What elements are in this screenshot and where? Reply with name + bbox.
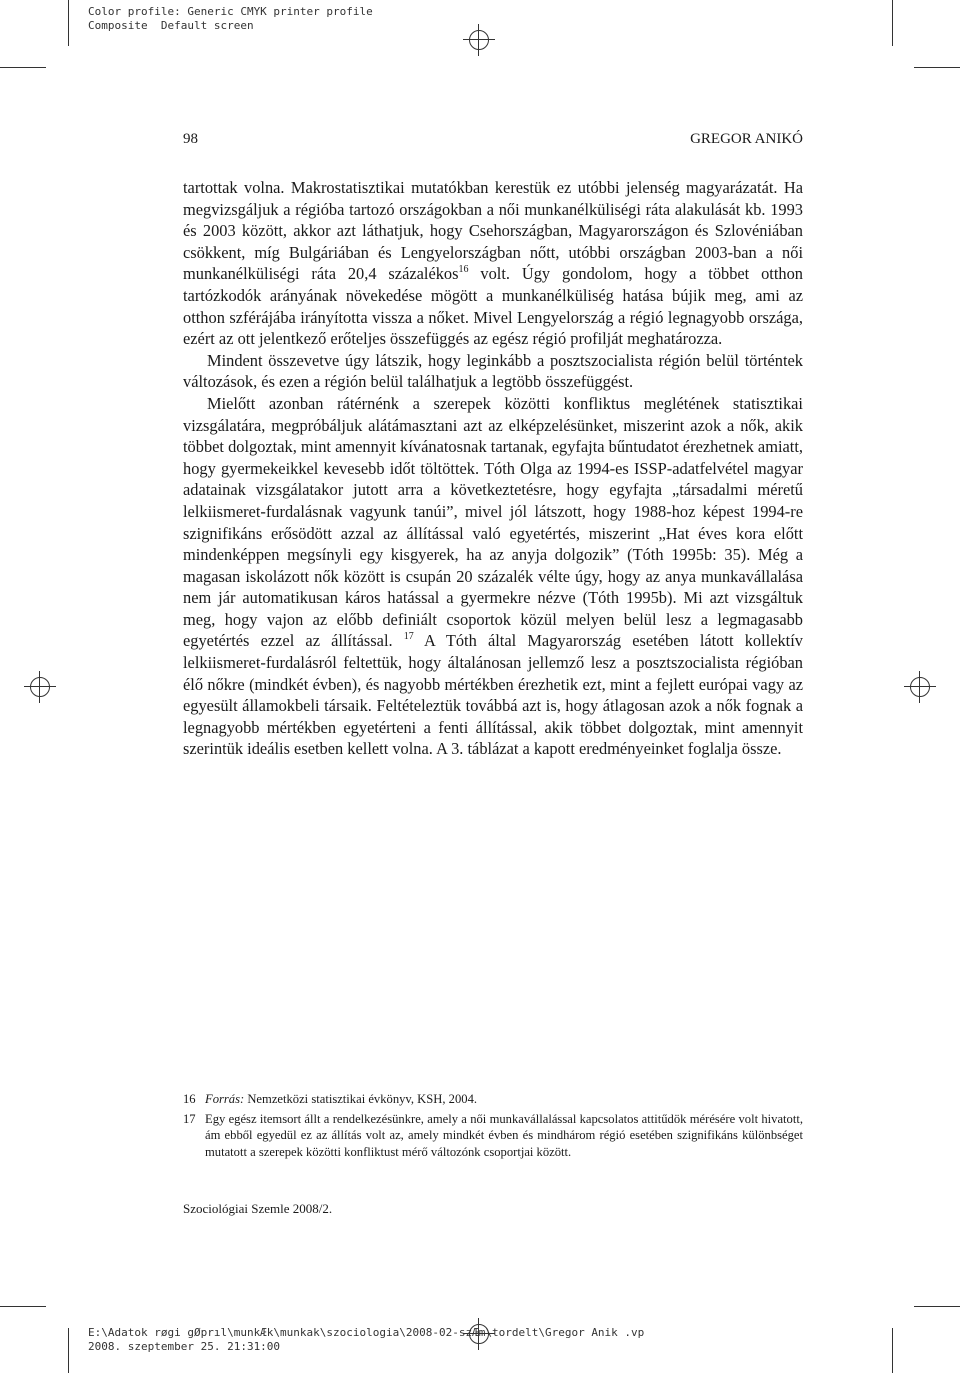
- timestamp-slug: 2008. szeptember 25. 21:31:00: [88, 1340, 281, 1353]
- footnote-text: Nemzetközi statisztikai évkönyv, KSH, 2004.: [244, 1092, 478, 1106]
- crop-mark-top-left-v: [68, 0, 69, 46]
- crop-mark-top-right-v: [892, 0, 893, 46]
- registration-mark-left: [24, 671, 56, 703]
- registration-mark-right: [904, 671, 936, 703]
- paragraph-3: Mielőtt azonban rátérnénk a szerepek közötti konfliktus meglétének statisztikai vizsgálatára, megpróbáljuk alátámasztani azt az elképzelésünket, miszerint azok a nők, akik többet dolgoztak, mint amennyit kívánatosnak tartanak, egyfajta bűntudatot érezhetnek amiatt, hogy gyermekeikkel kevesebb időt töltöttek. Tóth Olga az 1994-es ISSP-adatfelvétel magyar adatainak vizsgálatakor jutott arra a következtetésre, hogy egyfajta „társadalmi méretű lelkiismeret-furdalásnak vagyunk tanúi”, mivel jól látszott, hogy 1988-hoz képest 1994-re szignifikáns erősödött azzal az állítással való egyetértés, miszerint „Hat éves kora előtt mindenképpen megsínyli egy kisgyerek, ha az anyja dolgozik” (Tóth 1995b: 35). Még a magasan iskolázott nők között is csupán 20 százalék vélte úgy, hogy az anya munkavállalása nem jár automatikusan káros hatással a gyermekre nézve (Tóth 1995b). Mi azt vizsgáltuk meg, hogy vajon az előbb definiált csoportok közül melyen belül lesz a legmagasabb egyetértés ezzel az állítással. $^{17}$ A Tóth által Magyarország esetében látott kollektív lelkiismeret-furdalásról feltettük, hogy általánosan jellemző lesz a posztszocialista régióban élő nőkre (mindkét évben), és nagyobb mértékben érezhetik ezt, mint a fejlett európai vagy az egyesült államokbeli társaik. Feltételeztük továbbá azt is, hogy átlagosan azok a nők fognak a legnagyobb mértékben egyetérteni a fenti állítással, akik többet dolgoztak, mint amennyit szerintük ideális esetben kellett volna. A 3. táblázat a kapott eredményeinket foglalja össze.: [183, 393, 803, 759]
- journal-footer: Szociológiai Szemle 2008/2.: [183, 1201, 333, 1216]
- paragraph-1: tartottak volna. Makrostatisztikai mutatókban kerestük ez utóbbi jelenség magyarázatát. Ha megvizsgáljuk a régióba tartozó országokban a női munkanélküliségi ráta alakulását kb. 1993 és 2003 között, akkor azt láthatjuk, hogy Csehországban, Magyarországon és Szlovéniában csökkent, míg Bulgáriában és Lengyelországban nőtt, utóbbi országban 2003-ban a női munkanélküliségi ráta 20,4 százalékos$^{16}$ volt. Úgy gondolom, hogy a többet otthon tartózkodók arányának növekedése mögött a munkanélküliség hatása bújik meg, ami az otthon szférájába irányította vissza a nőket. Mivel Lengyelország a régió legnagyobb országa, ezért az ott jelentkező erőteljes összefüggés az egész régió profilját meghatározza.: [183, 178, 803, 349]
- color-profile-slug: Color profile: Generic CMYK printer profile: [88, 5, 373, 18]
- footnote-ref-17[interactable]: 17: [403, 631, 414, 642]
- paragraph-2: Mindent összevetve úgy látszik, hogy leginkább a posztszocialista régión belül történtek változások, és ezen a régión belül találhatjuk a legtöbb összefüggést.: [183, 350, 803, 392]
- footnotes: [183, 1091, 803, 1164]
- body-text: [183, 177, 803, 760]
- crop-mark-bottom-right-v: [892, 1328, 893, 1373]
- crop-mark-top-left-h: [0, 67, 46, 68]
- crop-mark-bottom-left-v: [68, 1328, 69, 1373]
- footnote-text: Egy egész itemsort állt a rendelkezésünkre, amely a női munkavállalással kapcsolatos attitűdök mérésére volt hivatott, ám ebből egyedül ez az állítás volt az, amely mindkét évben és mindhárom régió esetében szignifikáns különbséget mutatott a szerepek közötti konfliktust mérő változónk csoportjai között.: [205, 1112, 803, 1159]
- crop-mark-bottom-right-h: [914, 1306, 960, 1307]
- footnote-17: [183, 1111, 803, 1160]
- running-author: GREGOR ANIKÓ: [690, 131, 803, 147]
- footnote-16: [183, 1091, 803, 1107]
- composite-slug: Composite Default screen: [88, 19, 254, 32]
- page-number: 98: [183, 131, 198, 147]
- footnote-ref-16[interactable]: 16: [458, 263, 469, 275]
- footnote-label: Forrás:: [205, 1092, 245, 1106]
- crop-mark-bottom-left-h: [0, 1306, 46, 1307]
- crop-mark-top-right-h: [914, 67, 960, 68]
- registration-mark-top: [463, 24, 495, 56]
- footnote-number: 16: [183, 1092, 196, 1106]
- footnote-number: 17: [183, 1112, 196, 1127]
- file-path-slug: E:\Adatok røgi gØprıl\munkÆk\munkak\szociologia\2008-02-szÆm\tordelt\Gregor Anik .vp: [88, 1326, 645, 1339]
